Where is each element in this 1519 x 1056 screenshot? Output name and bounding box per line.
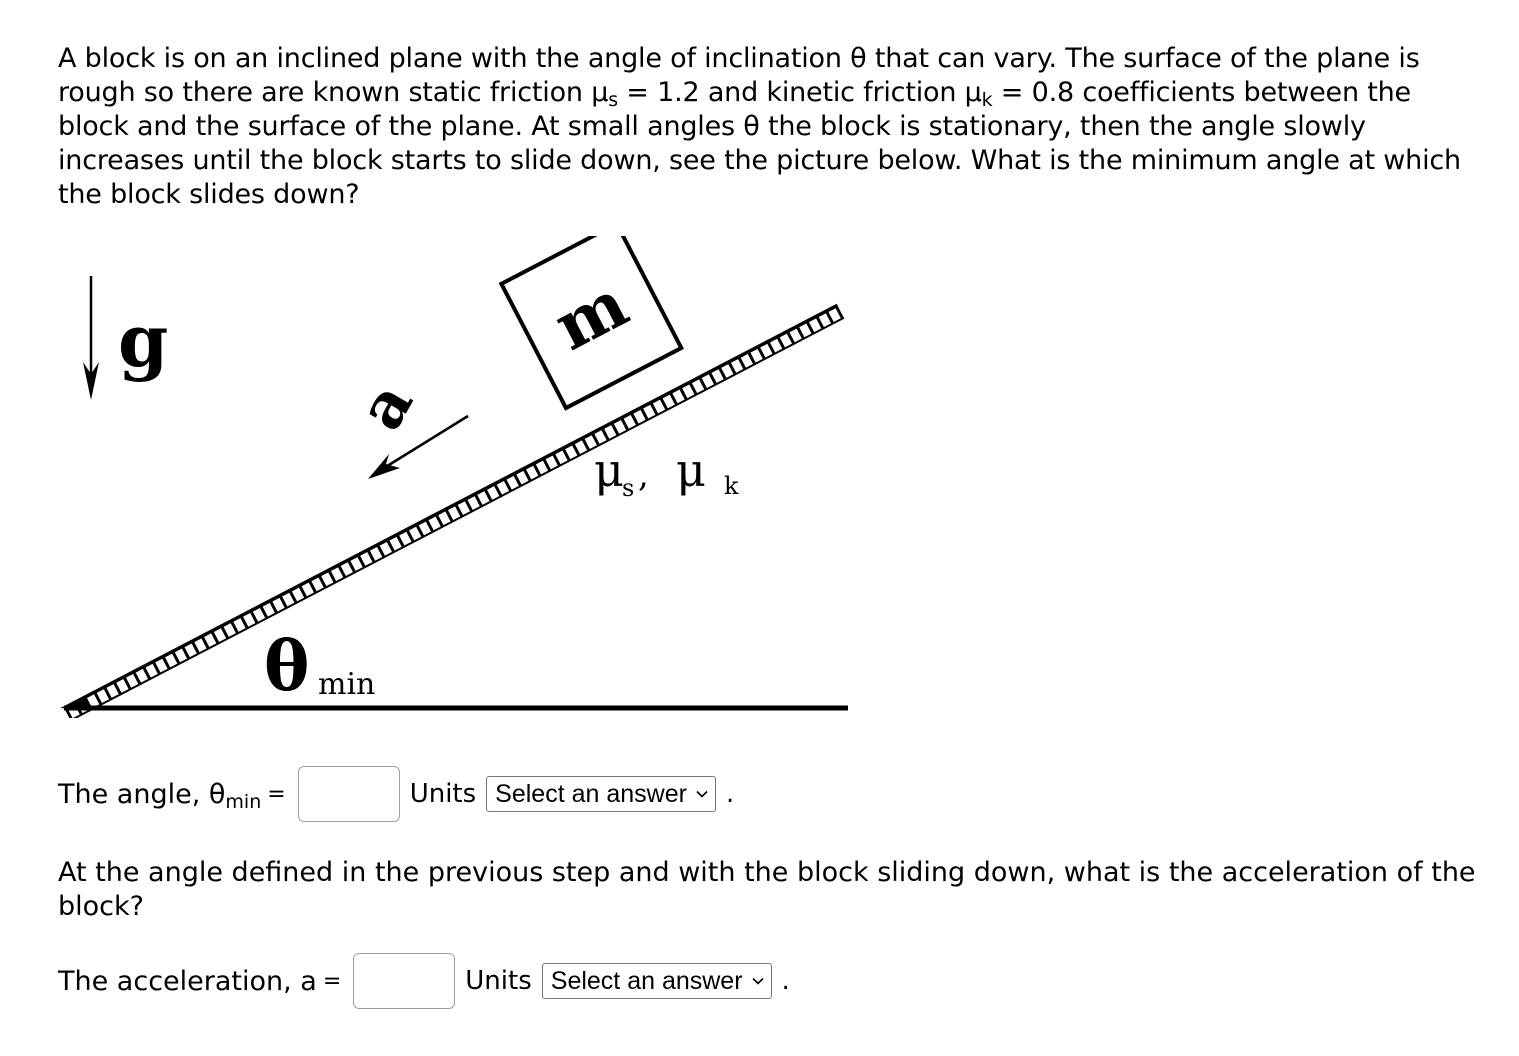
chevron-down-icon [751,974,765,988]
theta-symbol: θ [264,627,310,707]
angle-answer-row [58,766,734,822]
acceleration-answer-row [58,953,790,1009]
problem-statement [58,42,1478,212]
acceleration-input[interactable] [353,953,455,1009]
mu-s-subscript: s [608,89,618,111]
acceleration-period: . [781,966,790,996]
acceleration-units-select[interactable] [542,963,772,999]
incline-corner [60,698,90,710]
acceleration-equals: = [322,968,342,994]
angle-label-subscript: min [225,790,262,813]
problem-text-3: = 0.8 coefficients between the block and the surface of the plane. At small angles θ the block is stationary, then the angle slowly increases until the block starts to slide down, see the picture below. What is the minimum angle at which the block slides down? [58,77,1461,210]
angle-units-label: Units [409,779,477,809]
incline-edge [64,305,837,708]
acceleration-units-select-text: Select an answer [550,966,743,995]
problem-text-1: A block is on an inclined plane with the angle of inclination θ that can vary. The surface of the plane is rough so there are known static friction μ [58,43,1420,108]
angle-label: The angle, $\theta_{min}$ [58,778,262,813]
acceleration-label: a [343,370,428,442]
gravity-arrow [83,276,99,400]
acceleration-units-label: Units [465,966,532,996]
mu-s-symbol: μ [594,443,624,497]
gravity-label: g [118,298,169,383]
theta-subscript: min [318,667,376,702]
angle-input[interactable] [298,766,400,822]
inclined-plane-diagram [56,236,856,718]
mass-label: m [541,264,640,366]
mu-k-symbol: μ [676,443,706,497]
chevron-down-icon [695,787,709,801]
mu-s-sub: s [622,474,635,502]
angle-units-select[interactable] [486,776,716,812]
angle-period: . [725,779,735,809]
question-2: At the angle defined in the previous step and with the block sliding down, what is the acceleration of the block? [58,857,1476,922]
mu-separator: , [638,455,649,495]
mu-k-subscript: k [981,89,993,111]
acceleration-answer-label: The acceleration, a [58,965,317,997]
angle-units-select-text: Select an answer [495,779,687,808]
mu-k-sub: k [724,472,739,500]
incline-surface [64,305,844,718]
angle-equals: = [267,781,286,807]
problem-text-2: = 1.2 and kinetic friction μ [617,77,982,108]
